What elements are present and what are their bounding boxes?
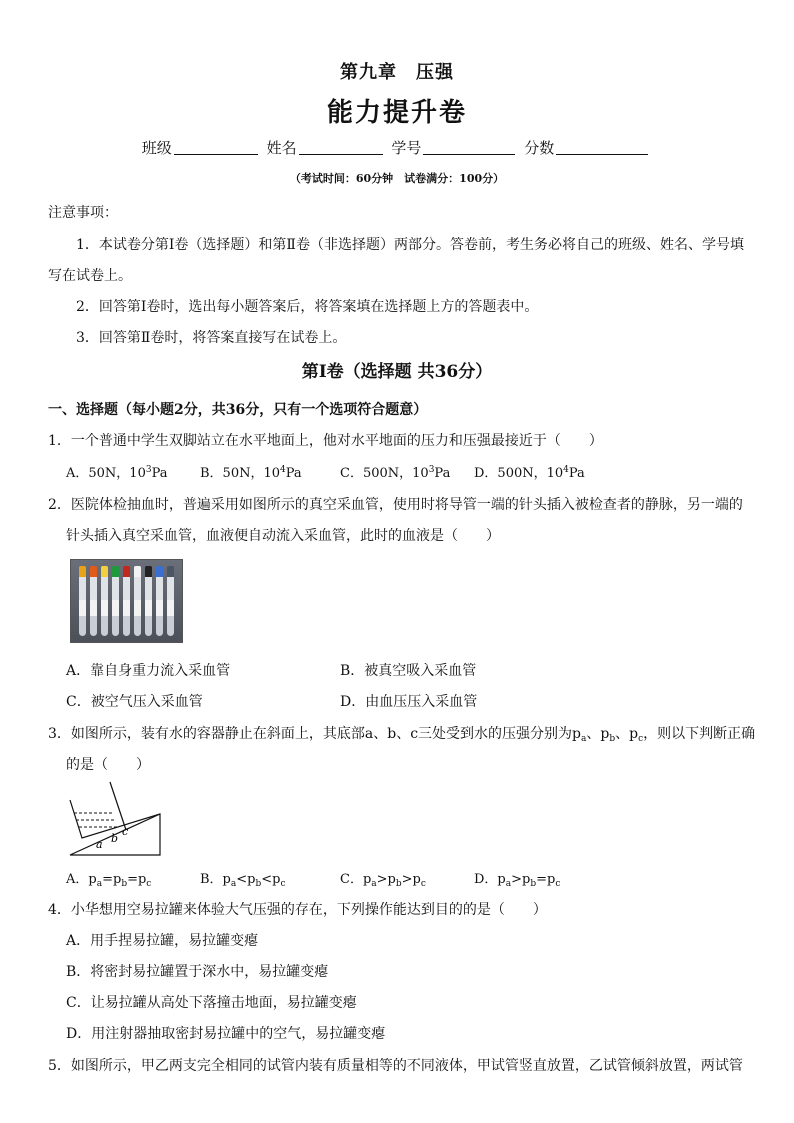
q2-option-c: C．被空气压入采血管 — [66, 694, 203, 710]
q3-option-c: C．$p_a>p_b>p_c$ — [340, 872, 426, 889]
test-tube — [134, 566, 141, 636]
section-title: 第Ⅰ卷（选择题 共36分） — [301, 362, 493, 382]
notice-item-3: 3．回答第Ⅱ卷时，将答案直接写在试卷上。 — [76, 330, 347, 346]
q1-stem: 1．一个普通中学生双脚站立在水平地面上，他对水平地面的压力和压强最接近于（ ） — [48, 433, 603, 449]
test-tube — [101, 566, 108, 636]
q1-option-b: B．50N，$10^4Pa$ — [200, 465, 302, 481]
q3-option-a: A．$p_a=p_b=p_c$ — [66, 872, 152, 889]
score-blank[interactable] — [556, 140, 648, 155]
test-tube — [145, 566, 152, 636]
name-label: 姓名 — [266, 139, 297, 157]
q3-option-b: B．$p_a<p_b<p_c$ — [200, 872, 286, 889]
test-tube — [112, 566, 119, 636]
exam-time-note: （考试时间：60分钟 试卷满分：100分） — [289, 172, 505, 185]
incline-container-diagram — [66, 780, 166, 860]
paper-title: 能力提升卷 — [326, 98, 467, 128]
test-tube — [167, 566, 174, 636]
q4-option-a: A．用手捏易拉罐，易拉罐变瘪 — [66, 933, 259, 949]
point-a-label: a — [96, 838, 103, 851]
point-c-label: c — [122, 825, 129, 838]
point-b-label: b — [111, 832, 119, 845]
q3-stem-1: 3．如图所示，装有水的容器静止在斜面上，其底部a、b、c三处受到水的压强分别为$p_a$、$p_b$、$p_c$，则以下判断正确 — [48, 726, 756, 744]
q4-option-c: C．让易拉罐从高处下落撞击地面，易拉罐变瘪 — [66, 995, 357, 1011]
number-label: 学号 — [391, 139, 422, 157]
q2-option-b: B．被真空吸入采血管 — [340, 663, 477, 679]
q2-option-a: A．靠自身重力流入采血管 — [66, 663, 231, 679]
test-tube — [79, 566, 86, 636]
q4-option-b: B．将密封易拉罐置于深水中，易拉罐变瘪 — [66, 964, 329, 980]
student-info-line — [0, 137, 794, 158]
test-tube — [90, 566, 97, 636]
number-blank[interactable] — [423, 140, 515, 155]
notice-item-1-cont: 写在试卷上。 — [48, 268, 132, 284]
q1-option-a: A．50N，$10^3Pa$ — [66, 465, 168, 481]
name-blank[interactable] — [299, 140, 383, 155]
score-label: 分数 — [524, 139, 555, 157]
notice-heading: 注意事项： — [48, 205, 118, 221]
q5-stem: 5．如图所示，甲乙两支完全相同的试管内装有质量相等的不同液体，甲试管竖直放置，乙试管倾斜放置，两试管 — [48, 1058, 743, 1074]
q2-option-d: D．由血压压入采血管 — [340, 694, 478, 710]
q4-option-d: D．用注射器抽取密封易拉罐中的空气，易拉罐变瘪 — [66, 1026, 386, 1042]
test-tube — [123, 566, 130, 636]
q4-stem: 4．小华想用空易拉罐来体验大气压强的存在，下列操作能达到目的的是（ ） — [48, 902, 547, 918]
test-tube — [156, 566, 163, 636]
q2-stem-1: 2．医院体检抽血时，普遍采用如图所示的真空采血管，使用时将导管一端的针头插入被检查者的静脉，另一端的 — [48, 497, 743, 513]
class-label: 班级 — [141, 139, 172, 157]
blood-collection-tubes-photo — [70, 559, 183, 643]
part-heading: 一、选择题（每小题2分，共36分，只有一个选项符合题意） — [48, 402, 428, 418]
q2-stem-2: 针头插入真空采血管，血液便自动流入采血管，此时的血液是（ ） — [66, 528, 500, 544]
class-blank[interactable] — [174, 140, 258, 155]
notice-item-2: 2．回答第Ⅰ卷时，选出每小题答案后，将答案填在选择题上方的答题表中。 — [76, 299, 539, 315]
q3-stem-2: 的是（ ） — [66, 757, 150, 773]
q3-option-d: D．$p_a>p_b=p_c$ — [474, 872, 561, 889]
notice-item-1: 1．本试卷分第Ⅰ卷（选择题）和第Ⅱ卷（非选择题）两部分。答卷前，考生务必将自己的班级、姓名、学号填 — [76, 237, 744, 253]
q1-option-c: C．500N，$10^3Pa$ — [340, 465, 451, 481]
q1-option-d: D．500N，$10^4Pa$ — [474, 465, 585, 481]
chapter-title: 第九章 压强 — [340, 62, 454, 83]
